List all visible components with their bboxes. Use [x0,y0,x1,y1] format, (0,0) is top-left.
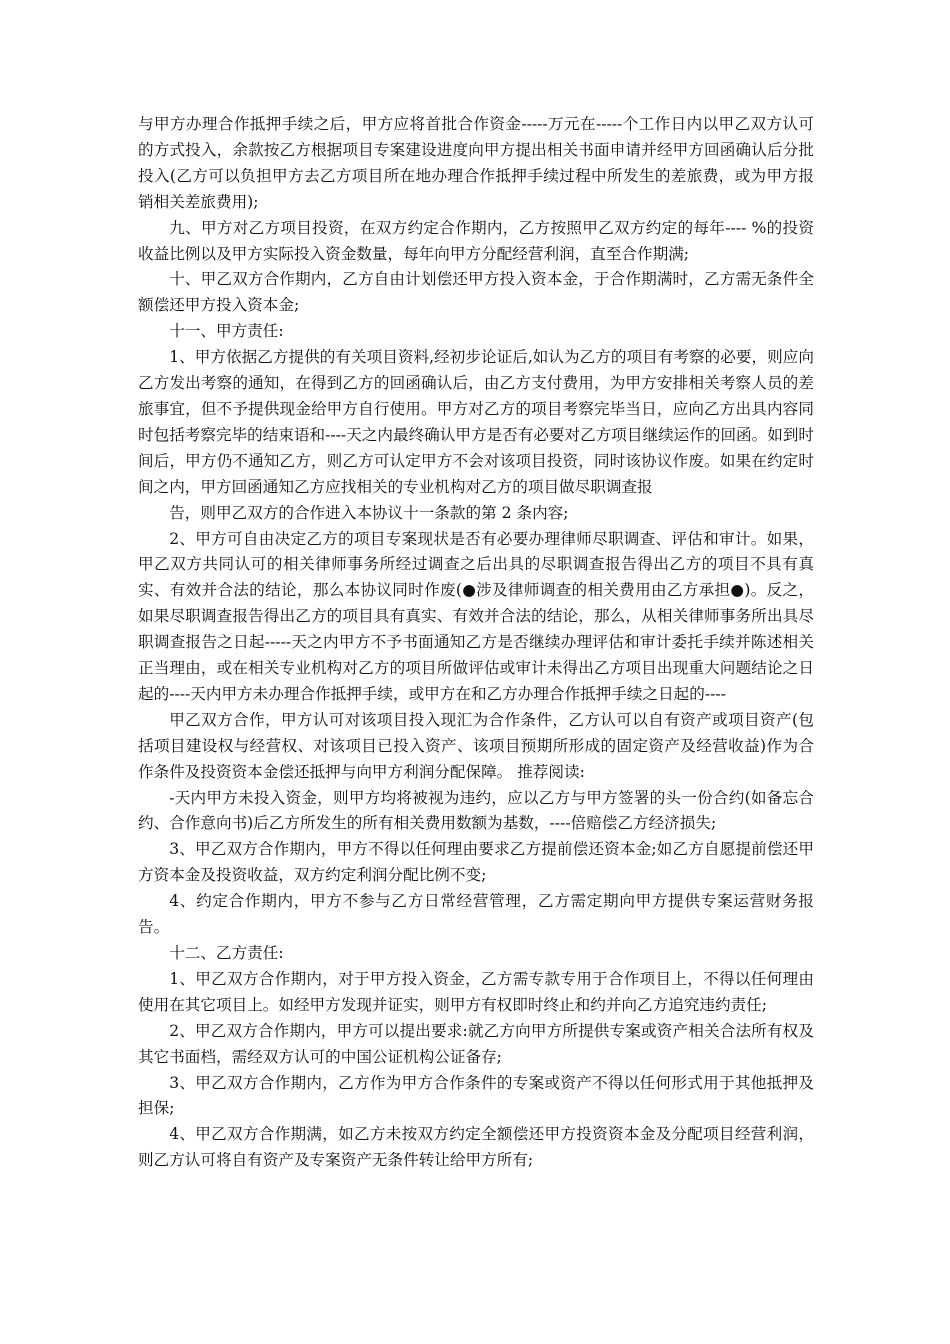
paragraph-party-a-3: 3、甲乙双方合作期内，甲方不得以任何理由要求乙方提前偿还资本金;如乙方自愿提前偿还甲方资本金及投资收益，双方约定利润分配比例不变; [138,840,814,885]
paragraph-party-a-1-cont: 告，则甲乙双方的合作进入本协议十一条款的第 2 条内容; [169,503,569,522]
paragraph-party-b-3: 3、甲乙双方合作期内，乙方作为甲方合作条件的专案或资产不得以任何形式用于其他抵押及担保; [138,1073,814,1118]
paragraph-party-b-2: 2、甲乙双方合作期内，甲方可以提出要求:就乙方向甲方所提供专案或资产相关合法所有权及其它书面档，需经双方认可的中国公证机构公证备存; [138,1021,814,1066]
section-heading-party-b: 十二、乙方责任: [169,944,284,962]
paragraph-1: 与甲方办理合作抵押手续之后，甲方应将首批合作资金-----万元在-----个工作日内以甲乙双方认可的方式投入，余款按乙方根据项目专案建设进度向甲方提出相关书面申请并经甲方回函确认后分批投入(乙方可以负担甲方去乙方项目所在地办理合作抵押手续过程中所发生的差旅费，或为甲方报销相关差旅费用); [138,115,814,211]
paragraph-clause-9: 九、甲方对乙方项目投资，在双方约定合作期内，乙方按照甲乙双方约定的每年---- %的投资收益比例以及甲方实际投入资金数量，每年向甲方分配经营利润，直至合作期满; [138,218,814,263]
paragraph-clause-10: 十、甲乙双方合作期内，乙方自由计划偿还甲方投入资本金，于合作期满时，乙方需无条件全额偿还甲方投入资本金; [138,270,814,315]
paragraph-party-b-4: 4、甲乙双方合作期满，如乙方未按双方约定全额偿还甲方投资资本金及分配项目经营利润，则乙方认可将自有资产及专案资产无条件转让给甲方所有; [138,1125,814,1170]
paragraph-party-a-2: 2、甲方可自由决定乙方的项目专案现状是否有必要办理律师尽职调查、评估和审计。如果，甲乙双方共同认可的相关律师事务所经过调查之后出具的尽职调查报告得出乙方的项目不具有真实、有效并合法的结论，那么本协议同时作废(●涉及律师调查的相关费用由乙方承担●)。反之，如果尽职调查报告得出乙方的项目具有真实、有效并合法的结论，那么，从相关律师事务所出具尽职调查报告之日起-----天之内甲方不予书面通知乙方是否继续办理评估和审计委托手续并陈述相关正当理由，或在相关专业机构对乙方的项目所做评估或审计未得出乙方项目出现重大问题结论之日起的----天内甲方未办理合作抵押手续，或甲方在和乙方办理合作抵押手续之日起的---- [138,529,814,703]
paragraph-party-a-4: 4、约定合作期内，甲方不参与乙方日常经营管理，乙方需定期向甲方提供专案运营财务报告。 [138,892,814,937]
paragraph-party-b-1: 1、甲乙双方合作期内，对于甲方投入资金，乙方需专款专用于合作项目上，不得以任何理由使用在其它项目上。如经甲方发现并证实，则甲方有权即时终止和约并向乙方追究违约责任; [138,969,814,1014]
document-body [138,112,814,1174]
paragraph-default: -天内甲方未投入资金，则甲方均将被视为违约，应以乙方与甲方签署的头一份合约(如备忘合约、合作意向书)后乙方所发生的所有相关费用数额为基数，----倍赔偿乙方经济损失; [138,788,814,833]
paragraph-cooperation: 甲乙双方合作，甲方认可对该项目投入现汇为合作条件，乙方认可以自有资产或项目资产(包括项目建设权与经营权、对该项目已投入资产、该项目预期所形成的固定资产及经营收益)作为合作条件及投资资本金偿还抵押与向甲方利润分配保障。 推荐阅读: [138,710,814,781]
section-heading-party-a: 十一、甲方责任: [169,322,284,341]
paragraph-party-a-1: 1、甲方依据乙方提供的有关项目资料,经初步论证后,如认为乙方的项目有考察的必要，则应向乙方发出考察的通知，在得到乙方的回函确认后，由乙方支付费用，为甲方安排相关考察人员的差旅事宜，但不予提供现金给甲方自行使用。甲方对乙方的项目考察完毕当日，应向乙方出具内容同时包括考察完毕的结束语和----天之内最终确认甲方是否有必要对乙方项目继续运作的回函。如到时间后，甲方仍不通知乙方，则乙方可认定甲方不会对该项目投资，同时该协议作废。如果在约定时间之内，甲方回函通知乙方应找相关的专业机构对乙方的项目做尽职调查报 [138,348,815,496]
